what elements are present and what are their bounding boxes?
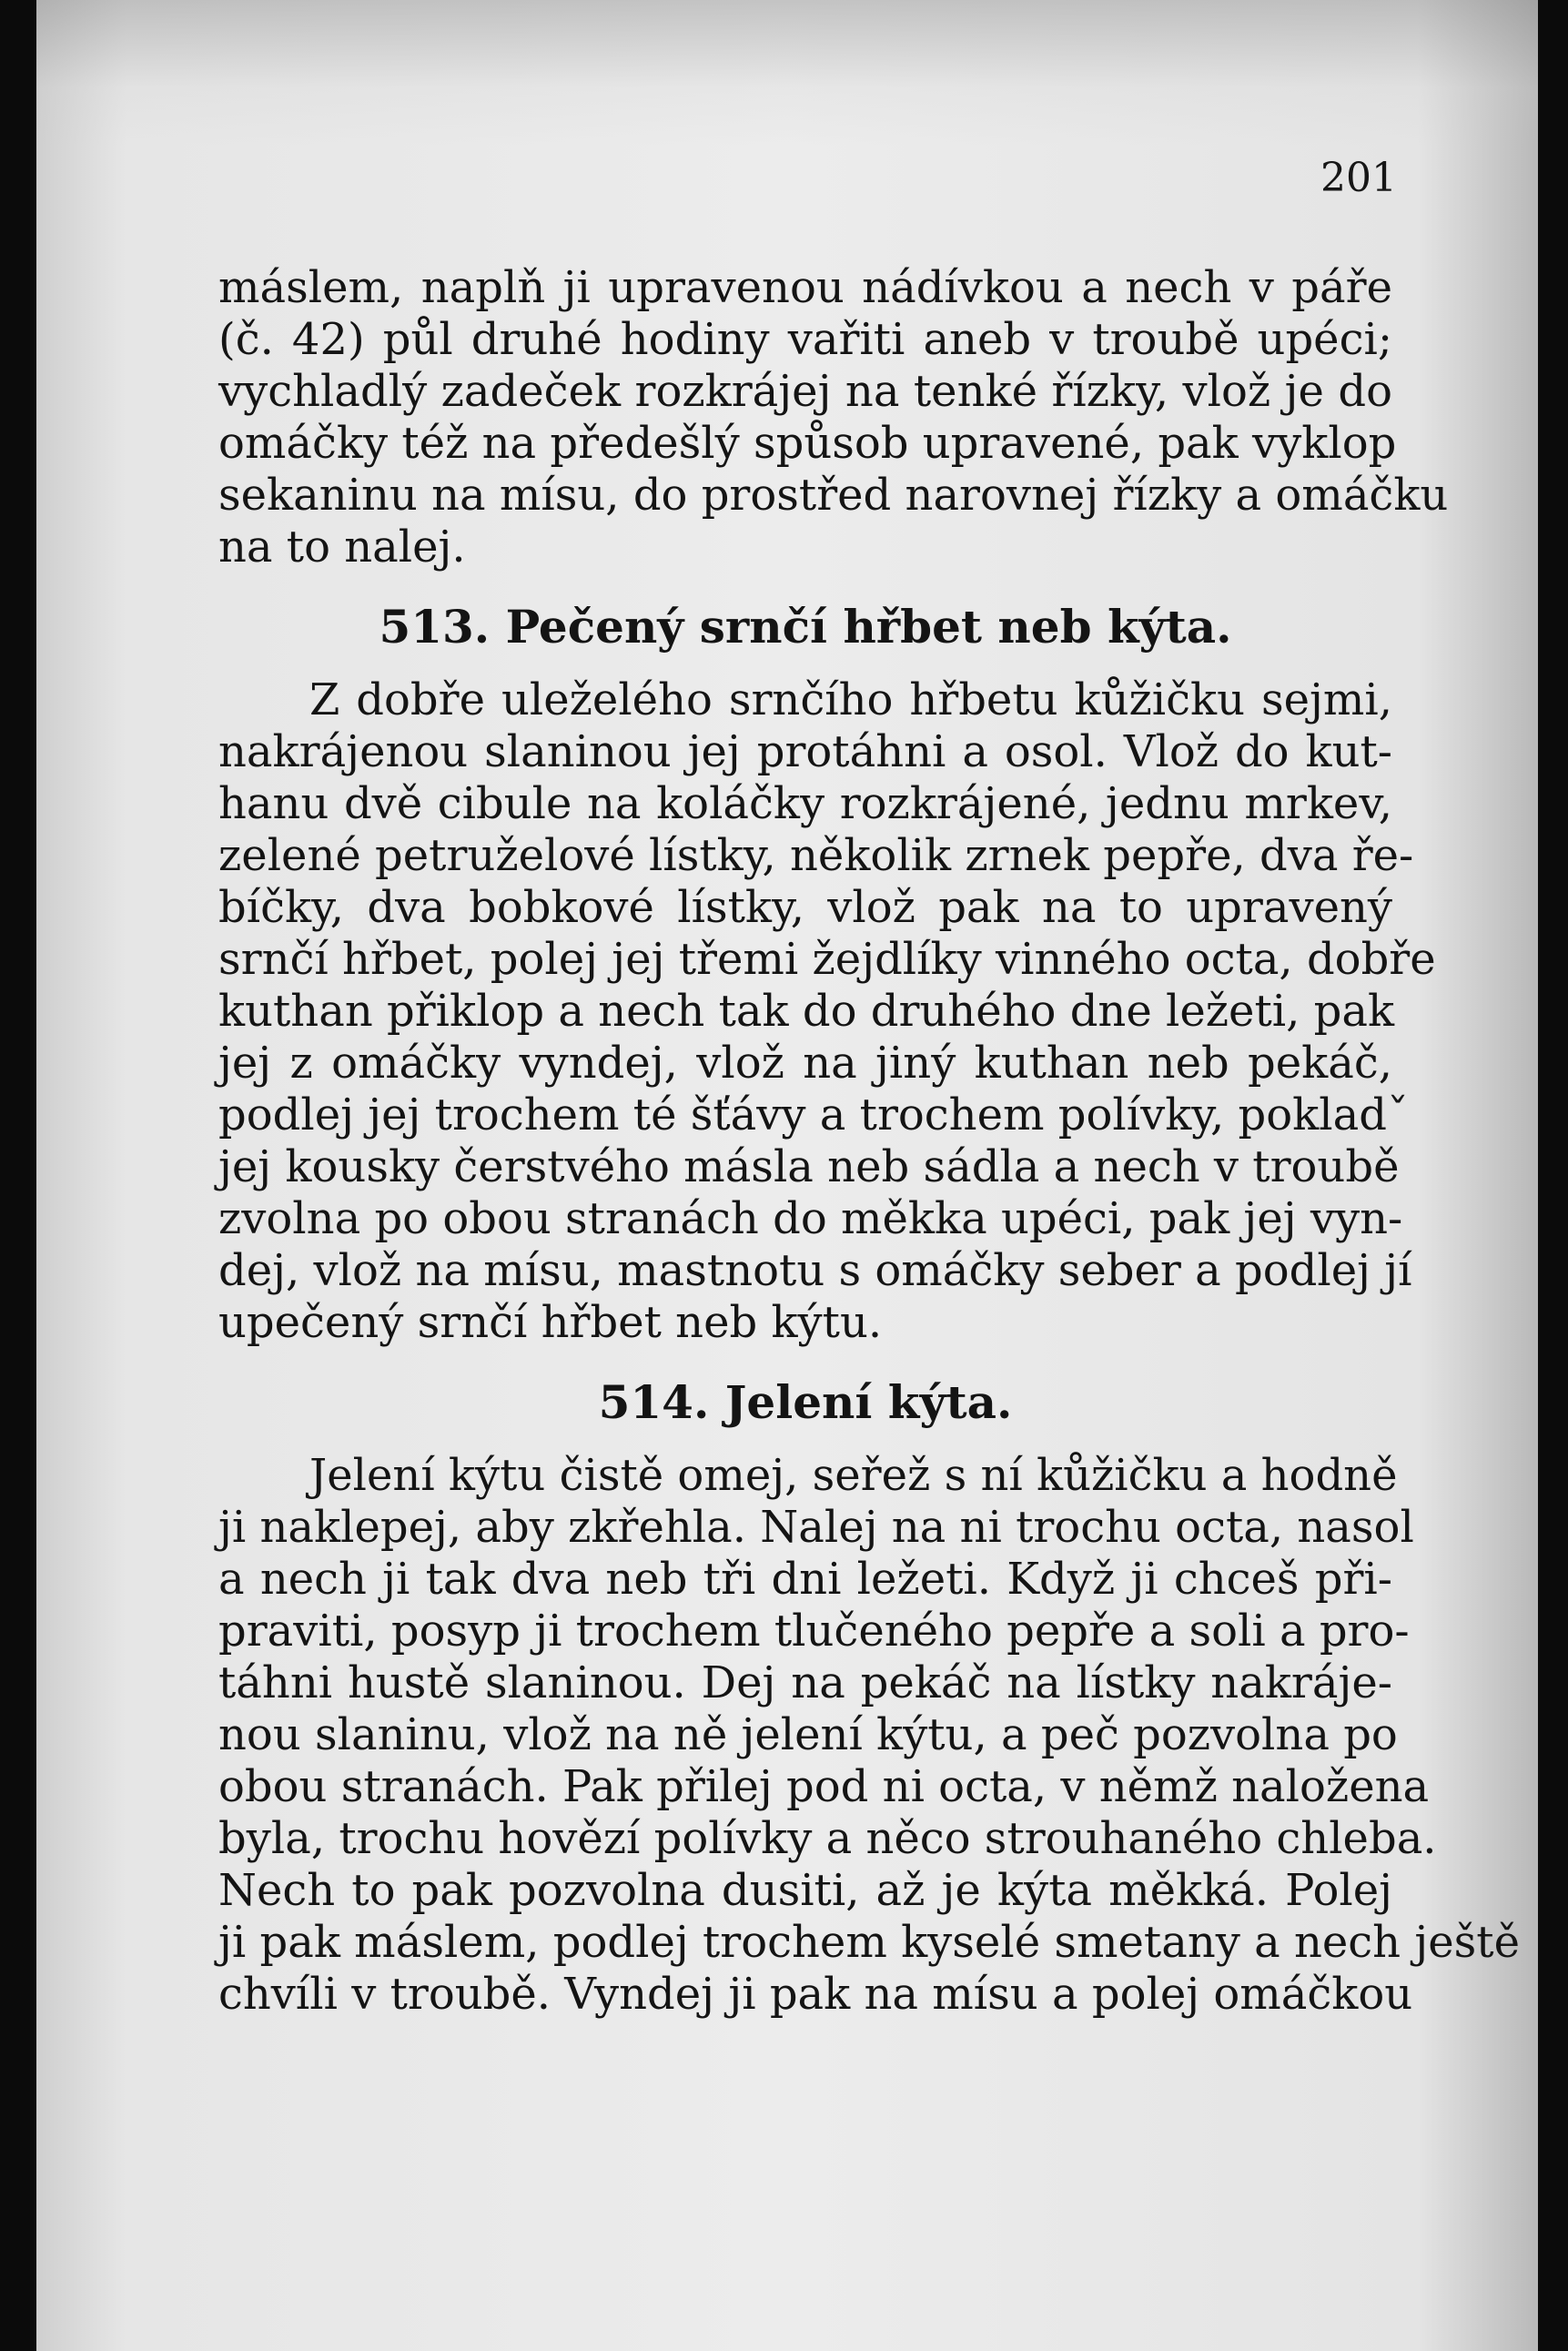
page-number: 201 <box>1320 155 1397 201</box>
text-line: byla, trochu hovězí polívky a něco strouhaného chleba. <box>218 1813 1437 1864</box>
text-line: jej kousky čerstvého másla neb sádla a nech v troubě <box>218 1141 1400 1192</box>
text-line: sekaninu na mísu, do prostřed narovnej řízky a omáčku <box>218 470 1449 521</box>
recipe-513-heading: 513. Pečený srnčí hřbet neb kýta. <box>379 600 1232 654</box>
page-content <box>218 262 1520 2021</box>
recipe-513-paragraph <box>218 674 1436 1349</box>
text-line: vychladlý zadeček rozkrájej na tenké řízky, vlož je do <box>218 366 1392 417</box>
book-page <box>36 0 1538 2351</box>
recipe-514-heading: 514. Jelení kýta. <box>598 1375 1013 1429</box>
text-line: jej z omáčky vyndej, vlož na jiný kuthan neb pekáč, <box>218 1038 1392 1089</box>
text-line: podlej jej trochem té šťávy a trochem polívky, pokladˇ <box>218 1089 1409 1140</box>
text-line: chvíli v troubě. Vyndej ji pak na mísu a polej omáčkou <box>218 1969 1413 2020</box>
continuation-paragraph <box>218 262 1449 573</box>
text-line: Jelení kýtu čistě omej, seřež s ní kůžičku a hodně <box>309 1450 1398 1501</box>
text-line: nakrájenou slaninou jej protáhni a osol. Vlož do kut- <box>218 726 1392 777</box>
text-line: kuthan přiklop a nech tak do druhého dne ležeti, pak <box>218 986 1395 1037</box>
text-line: srnčí hřbet, polej jej třemi žejdlíky vinného octa, dobře <box>218 934 1436 985</box>
text-line: ji naklepej, aby zkřehla. Nalej na ni trochu octa, nasol <box>218 1502 1414 1553</box>
text-line: táhni hustě slaninou. Dej na pekáč na lístky nakráje- <box>218 1657 1392 1708</box>
text-line: nou slaninu, vlož na ně jelení kýtu, a peč pozvolna po <box>218 1709 1398 1760</box>
text-line: zelené petruželové lístky, několik zrnek pepře, dva ře- <box>218 830 1414 881</box>
text-line: ji pak máslem, podlej trochem kyselé smetany a nech ještě <box>218 1917 1520 1968</box>
text-line: upečený srnčí hřbet neb kýtu. <box>218 1297 883 1348</box>
text-line: (č. 42) půl druhé hodiny vařiti aneb v troubě upéci; <box>218 314 1392 365</box>
text-line: bíčky, dva bobkové lístky, vlož pak na to upravený <box>218 882 1392 933</box>
recipe-514-paragraph <box>218 1450 1520 2021</box>
text-line: Nech to pak pozvolna dusiti, až je kýta měkká. Polej <box>218 1865 1392 1916</box>
text-line: a nech ji tak dva neb tři dni ležeti. Když ji chceš při- <box>218 1554 1392 1605</box>
text-line: praviti, posyp ji trochem tlučeného pepře a soli a pro- <box>218 1606 1410 1657</box>
text-line: obou stranách. Pak přilej pod ni octa, v němž naložena <box>218 1761 1430 1812</box>
text-line: máslem, naplň ji upravenou nádívkou a nech v páře <box>218 262 1392 313</box>
text-line: hanu dvě cibule na koláčky rozkrájené, jednu mrkev, <box>218 778 1392 829</box>
text-line: na to nalej. <box>218 522 466 573</box>
text-line: zvolna po obou stranách do měkka upéci, pak jej vyn- <box>218 1193 1403 1244</box>
text-line: dej, vlož na mísu, mastnotu s omáčky seber a podlej jí <box>218 1245 1412 1296</box>
text-line: Z dobře uleželého srnčího hřbetu kůžičku sejmi, <box>309 674 1392 725</box>
text-line: omáčky též na předešlý spůsob upravené, pak vyklop <box>218 418 1397 469</box>
